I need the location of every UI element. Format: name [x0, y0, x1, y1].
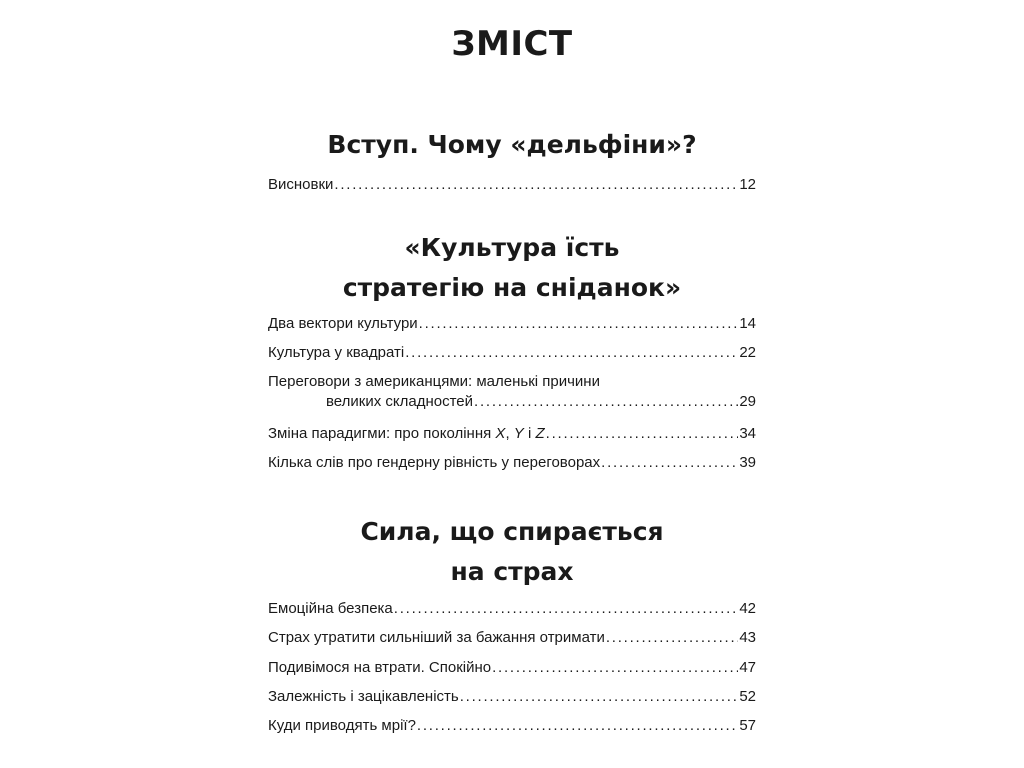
section-heading-fear	[268, 512, 756, 592]
toc-entry-title: Висновки	[268, 176, 334, 193]
section-heading-line: Вступ. Чому «дельфіни»?	[327, 130, 697, 159]
toc-entry[interactable]	[268, 343, 756, 363]
toc-entry-title-continued: великих складностей	[326, 393, 474, 410]
toc-page-number: 39	[739, 454, 756, 471]
toc-entry-title: Куди приводять мрії?	[268, 717, 416, 734]
separator-comma: ,	[505, 425, 510, 442]
toc-entry-title: Подивімося на втрати. Спокійно	[268, 659, 492, 676]
toc-entry-title	[268, 424, 545, 444]
toc-page-number: 34	[739, 425, 756, 442]
toc-entry[interactable]	[268, 716, 756, 736]
toc-entry-title: Два вектори культури	[268, 315, 418, 332]
toc-entry[interactable]	[268, 372, 756, 412]
dot-leader	[394, 599, 739, 619]
dot-leader	[546, 424, 739, 444]
toc-page-number: 43	[739, 629, 756, 646]
section-heading-line: Сила, що спирається	[360, 517, 664, 546]
generation-x: X	[495, 425, 506, 442]
dot-leader	[474, 392, 738, 412]
generation-z: Z	[535, 425, 545, 442]
dot-leader	[606, 628, 738, 648]
toc-entry-title: Переговори з американцями: маленькі причини	[268, 373, 600, 390]
toc-page-number: 12	[739, 176, 756, 193]
toc-page-number: 52	[739, 688, 756, 705]
toc-entry[interactable]	[268, 599, 756, 619]
toc-entry[interactable]	[268, 658, 756, 678]
section-heading-culture	[268, 228, 756, 308]
toc-page-number: 14	[739, 315, 756, 332]
toc-entry[interactable]	[268, 628, 756, 648]
dot-leader	[334, 175, 738, 195]
section-heading-line: стратегію на сніданок»	[342, 273, 682, 302]
dot-leader	[492, 658, 738, 678]
toc-entry[interactable]	[268, 424, 756, 444]
toc-page-number: 22	[739, 344, 756, 361]
toc-entry-title-prefix: Зміна парадигми: про покоління	[268, 425, 492, 442]
generation-y: Y	[513, 425, 524, 442]
section-heading-line: «Культура їсть	[404, 233, 620, 262]
toc-page-number: 29	[739, 393, 756, 410]
section-heading-intro	[268, 125, 756, 165]
dot-leader	[419, 314, 739, 334]
toc-page-number: 47	[739, 659, 756, 676]
toc-entry[interactable]	[268, 687, 756, 707]
dot-leader	[601, 453, 738, 473]
page-title: ЗМІСТ	[451, 24, 573, 64]
toc-page-number: 42	[739, 600, 756, 617]
dot-leader	[417, 716, 738, 736]
toc-entry-title: Кілька слів про гендерну рівність у переговорах	[268, 454, 601, 471]
toc-entry[interactable]	[268, 175, 756, 195]
toc-entry[interactable]	[268, 314, 756, 334]
dot-leader	[405, 343, 738, 363]
toc-entry-title: Культура у квадраті	[268, 344, 405, 361]
toc-entry-title: Залежність і зацікавленість	[268, 688, 459, 705]
toc-entry[interactable]	[268, 453, 756, 473]
toc-entry-title: Емоційна безпека	[268, 600, 393, 617]
section-heading-line: на страх	[450, 557, 574, 586]
toc-entry-title: Страх утратити сильніший за бажання отримати	[268, 629, 605, 646]
toc-page-number: 57	[739, 717, 756, 734]
dot-leader	[460, 687, 739, 707]
conjunction: і	[527, 425, 532, 442]
